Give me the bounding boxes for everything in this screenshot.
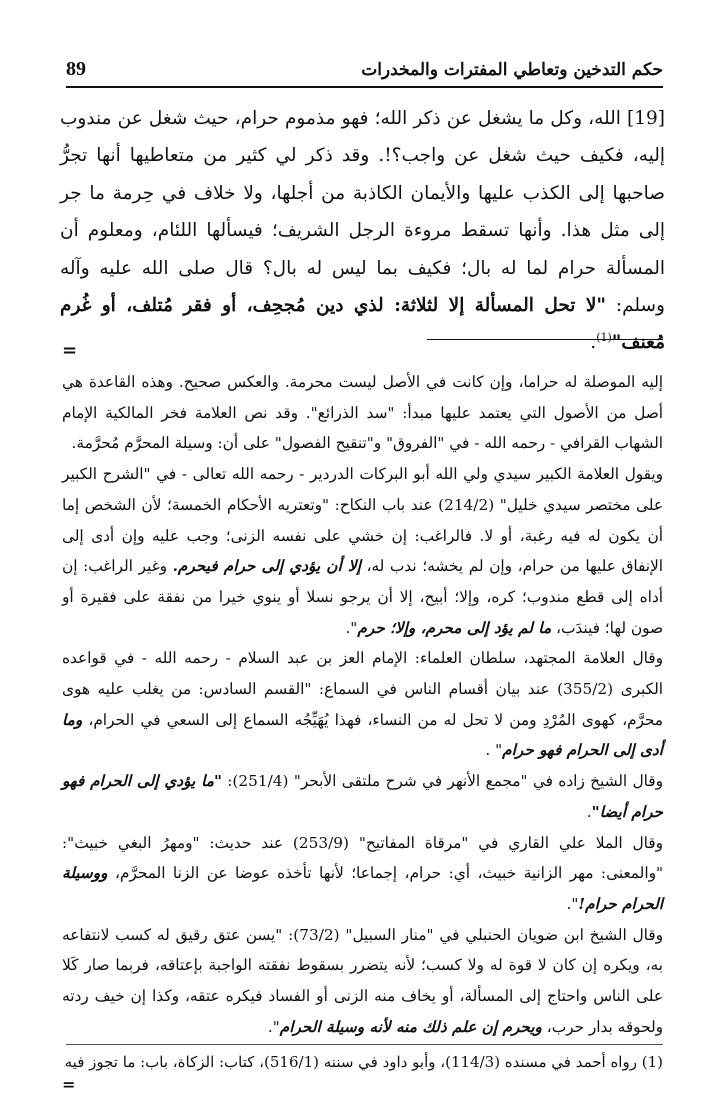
separator-line (427, 339, 663, 340)
footnote-reference: (1) (596, 331, 612, 345)
note-paragraph-2 (62, 459, 663, 643)
note-3-end: " . (485, 741, 503, 760)
note-2-text: ويقول العلامة الكبير سيدي ولي الله أبو البركات الدردير - رحمه الله تعالى - في "الشرح الكبير على مختصر سيدي خليل" (214/2) عند باب النكاح: "وتعتريه الأحكام الخمسة؛ لأن الشخص إما أن يكون له فيه رغبة، أو لا. فالراغب: إن خشي على نفسه الزنى؛ وجب عليه وإن أدى إلى الإنفاق عليها من حرام، وإن لم يخشه؛ ندب له، (62, 465, 663, 576)
hadith-quote: "لا تحل المسألة إلا لثلاثة: لذي دين مُجحِف، أو فقر مُتلف، أو غُرم مُعنف" (60, 295, 665, 354)
note-paragraph-4 (62, 766, 663, 827)
main-paragraph (60, 100, 665, 362)
footnote-continuation-mark: = (62, 1075, 76, 1094)
footnote: (1) رواه أحمد في مسنده (114/3)، وأبو داود في سننه (516/1)، كتاب: الزكاة، باب: ما تجوز فيه (64, 1053, 663, 1071)
note-4-end: . (586, 802, 592, 821)
note-5-emphasis: ووسيلة الحرام حرام! (62, 864, 663, 913)
note-4-emphasis: "ما يؤدي إلى الحرام فهو حرام أيضا" (62, 772, 663, 821)
note-paragraph-3 (62, 643, 663, 766)
note-3-emphasis: وما أدى إلى الحرام فهو حرام (62, 710, 663, 760)
notes-section (62, 367, 663, 1042)
note-2b-emphasis: ما لم يؤد إلى محرم، وإلا؛ حرم (357, 618, 552, 637)
note-5-end: ". (566, 894, 579, 913)
note-paragraph-1: إليه الموصلة له حراما، وإن كانت في الأصل ليست محرمة. والعكس صحيح. وهذه القاعدة هي أصل من الأصول التي يعتمد عليها مبدأ: "سد الذرائع". وقد نص العلامة فخر المالكية الإمام الشهاب القرافي - رحمه الله - في "الفروق" و"تنقيح الفصول" على أن: وسيلة المحرَّم مُحرَّمة. (62, 373, 663, 453)
note-6-end: ". (267, 1017, 280, 1036)
main-text (60, 100, 665, 362)
main-paragraph-end: . (590, 332, 597, 354)
footnote-rule (66, 1044, 663, 1045)
note-4-text: وقال الشيخ زاده في "مجمع الأنهر في شرح ملتقى الأبحر" (251/4): (221, 772, 664, 791)
note-2-emphasis: إلا أن يؤدي إلى حرام فيحرم. (172, 557, 361, 576)
running-title: حكم التدخين وتعاطي المفترات والمخدرات (361, 60, 663, 80)
page-header (66, 56, 663, 88)
note-6-text: وقال الشيخ ابن ضويان الحنبلي في "منار السبيل" (73/2): "يسن عتق رقيق له كسب لانتفاعه به، ويكره إن كان لا قوة له ولا كسب؛ لأنه يتضرر بسقوط نفقته الواجبة بإعتاقه، فربما صار كَلا على الناس واحتاج إلى المسألة، أو يخاف منه الزنى أو الفساد فيكره عتقه، وكذا إن خيف ردته ولحوقه بدار حرب، (62, 925, 664, 1036)
main-paragraph-text: [19] الله، وكل ما يشغل عن ذكر الله؛ فهو مذموم حرام، حيث شغل عن مندوب إليه، فكيف حيث شغل عن واجب؟!. وقد ذكر لي كثير من متعاطيها أنها تجرُّ صاحبها إلى الكذب عليها والأيمان الكاذبة من أجلها، ولا خلاف في حِرمة ما جر إلى مثل هذا. وأنها تسقط مروءة الرجل الشريف؛ فيسألها اللئام، ومعلوم أن المسألة حرام لما له بال؛ فكيف بما ليس له بال؟ قال صلى الله عليه وآله وسلم: (60, 108, 665, 317)
note-6-emphasis: ويحرم إن علم ذلك منه لأنه وسيلة الحرام (279, 1017, 542, 1036)
continuation-mark: = (62, 340, 78, 361)
note-5-text: وقال الملا علي القاري في "مرقاة المفاتيح" (253/9) عند حديث: "ومهرُ البغي خبيث": "والمعنى: مهر الزانية خبيث، أي: حرام، إجماعا؛ لأنها تأخذه عوضا عن الزنا المحرَّم، (62, 833, 663, 883)
page-number: 89 (66, 58, 86, 80)
note-paragraph-5 (62, 828, 663, 920)
note-2b-end: ". (345, 618, 358, 637)
note-3-text: وقال العلامة المجتهد، سلطان العلماء: الإمام العز بن عبد السلام - رحمه الله - في قواعده الكبرى (355/2) عند بيان أقسام الناس في السماع: "القسم السادس: من يغلب عليه هوى محرَّم، كهوى المُرْدِ ومن لا تحل له من النساء، فهذا يُهَيِّجُه السماع إلى السعي في الحرام، (62, 649, 664, 729)
note-paragraph-6 (62, 920, 663, 1043)
note-2b-text: وغير الراغب: إن أداه إلى قطع مندوب؛ كره، وإلا؛ أبيح، إلا أن يرجو نسلا أو ينوي خيرا من نفقة على فقيرة أو صون لها؛ فيندَب، (62, 557, 663, 637)
